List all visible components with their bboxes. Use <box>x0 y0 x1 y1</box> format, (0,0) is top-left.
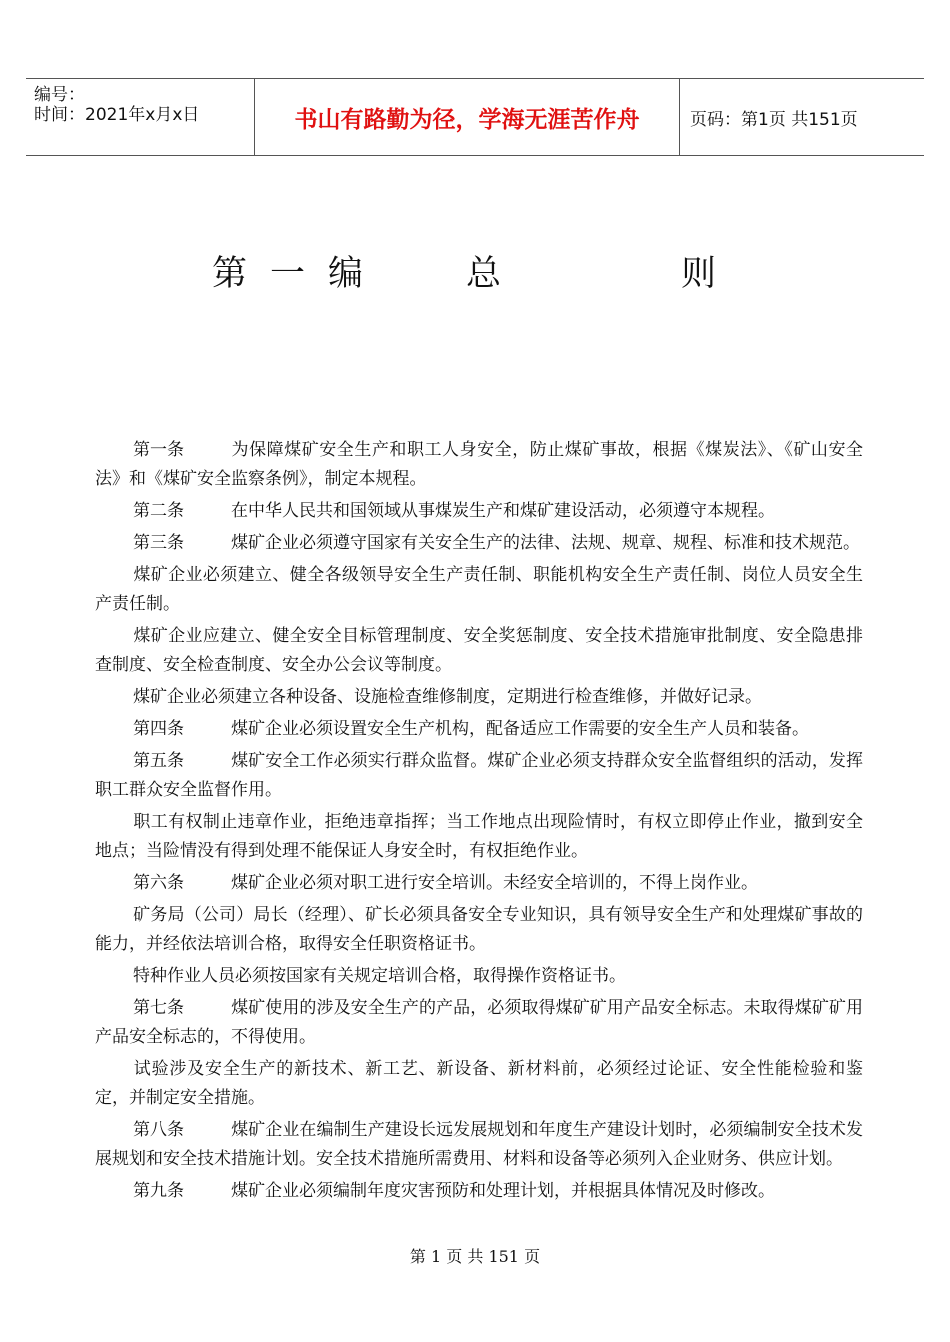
article-label: 第四条 <box>133 719 184 739</box>
header-page-info: 页码：第1页 共151页 <box>690 109 858 130</box>
regulation-body <box>95 436 863 1209</box>
chapter-title <box>0 246 950 296</box>
article-text: 煤矿使用的涉及安全生产的产品，必须取得煤矿矿用产品安全标志。未取得煤矿矿用产品安全标志的，不得使用。 <box>95 998 863 1047</box>
article-label: 第五条 <box>133 751 184 771</box>
title-char-4: 总 <box>466 254 502 294</box>
article-text: 煤矿企业必须编制年度灾害预防和处理计划，并根据具体情况及时修改。 <box>231 1181 775 1201</box>
article-paragraph <box>95 529 863 558</box>
time-label: 时间：2021年x月x日 <box>34 105 200 125</box>
article-label: 第七条 <box>133 998 184 1018</box>
article-text: 煤矿安全工作必须实行群众监督。煤矿企业必须支持群众安全监督组织的活动，发挥职工群众安全监督作用。 <box>95 751 863 800</box>
article-paragraph <box>95 1177 863 1206</box>
article-paragraph <box>95 1055 863 1113</box>
article-paragraph <box>95 497 863 526</box>
header-meta <box>26 79 254 155</box>
article-label: 第三条 <box>133 533 184 553</box>
document-header <box>26 78 924 156</box>
article-paragraph <box>95 962 863 991</box>
article-paragraph <box>95 808 863 866</box>
article-text: 煤矿企业在编制生产建设长远发展规划和年度生产建设计划时，必须编制安全技术发展规划和安全技术措施计划。安全技术措施所需费用、材料和设备等必须列入企业财务、供应计划。 <box>95 1120 863 1169</box>
article-paragraph <box>95 683 863 712</box>
article-text: 在中华人民共和国领域从事煤炭生产和煤矿建设活动，必须遵守本规程。 <box>231 501 775 521</box>
article-text: 特种作业人员必须按国家有关规定培训合格，取得操作资格证书。 <box>133 966 626 986</box>
article-text: 矿务局（公司）局长（经理）、矿长必须具备安全专业知识，具有领导安全生产和处理煤矿事故的能力，并经依法培训合格，取得安全任职资格证书。 <box>95 905 863 954</box>
title-char-5: 则 <box>681 254 717 294</box>
article-text: 试验涉及安全生产的新技术、新工艺、新设备、新材料前，必须经过论证、安全性能检验和鉴定，并制定安全措施。 <box>95 1059 863 1108</box>
article-label: 第九条 <box>133 1181 184 1201</box>
article-label: 第一条 <box>133 440 184 460</box>
article-text: 职工有权制止违章作业，拒绝违章指挥；当工作地点出现险情时，有权立即停止作业，撤到安全地点；当险情没有得到处理不能保证人身安全时，有权拒绝作业。 <box>95 812 863 861</box>
title-char-3: 编 <box>328 254 364 294</box>
article-text: 煤矿企业必须设置安全生产机构，配备适应工作需要的安全生产人员和装备。 <box>231 719 809 739</box>
article-paragraph <box>95 622 863 680</box>
article-paragraph <box>95 901 863 959</box>
article-paragraph <box>95 994 863 1052</box>
page-footer: 第 1 页 共 151 页 <box>409 1247 541 1266</box>
article-paragraph <box>95 869 863 898</box>
article-text: 煤矿企业必须对职工进行安全培训。未经安全培训的，不得上岗作业。 <box>231 873 758 893</box>
article-text: 煤矿企业应建立、健全安全目标管理制度、安全奖惩制度、安全技术措施审批制度、安全隐患排查制度、安全检查制度、安全办公会议等制度。 <box>95 626 863 675</box>
number-label: 编号： <box>34 85 85 105</box>
article-paragraph <box>95 715 863 744</box>
title-char-2: 一 <box>270 254 306 294</box>
article-text: 煤矿企业必须遵守国家有关安全生产的法律、法规、规章、规程、标准和技术规范。 <box>231 533 860 553</box>
article-text: 煤矿企业必须建立、健全各级领导安全生产责任制、职能机构安全生产责任制、岗位人员安全生产责任制。 <box>95 565 863 614</box>
article-label: 第二条 <box>133 501 184 521</box>
article-label: 第八条 <box>133 1120 184 1140</box>
article-text: 煤矿企业必须建立各种设备、设施检查维修制度，定期进行检查维修，并做好记录。 <box>133 687 762 707</box>
article-text: 为保障煤矿安全生产和职工人身安全，防止煤矿事故，根据《煤炭法》、《矿山安全法》和《煤矿安全监察条例》，制定本规程。 <box>95 440 863 489</box>
article-paragraph <box>95 747 863 805</box>
article-paragraph <box>95 1116 863 1174</box>
article-paragraph <box>95 436 863 494</box>
article-label: 第六条 <box>133 873 184 893</box>
header-motto: 书山有路勤为径，学海无涯苦作舟 <box>254 79 680 155</box>
title-char-1: 第 <box>212 254 248 294</box>
article-paragraph <box>95 561 863 619</box>
